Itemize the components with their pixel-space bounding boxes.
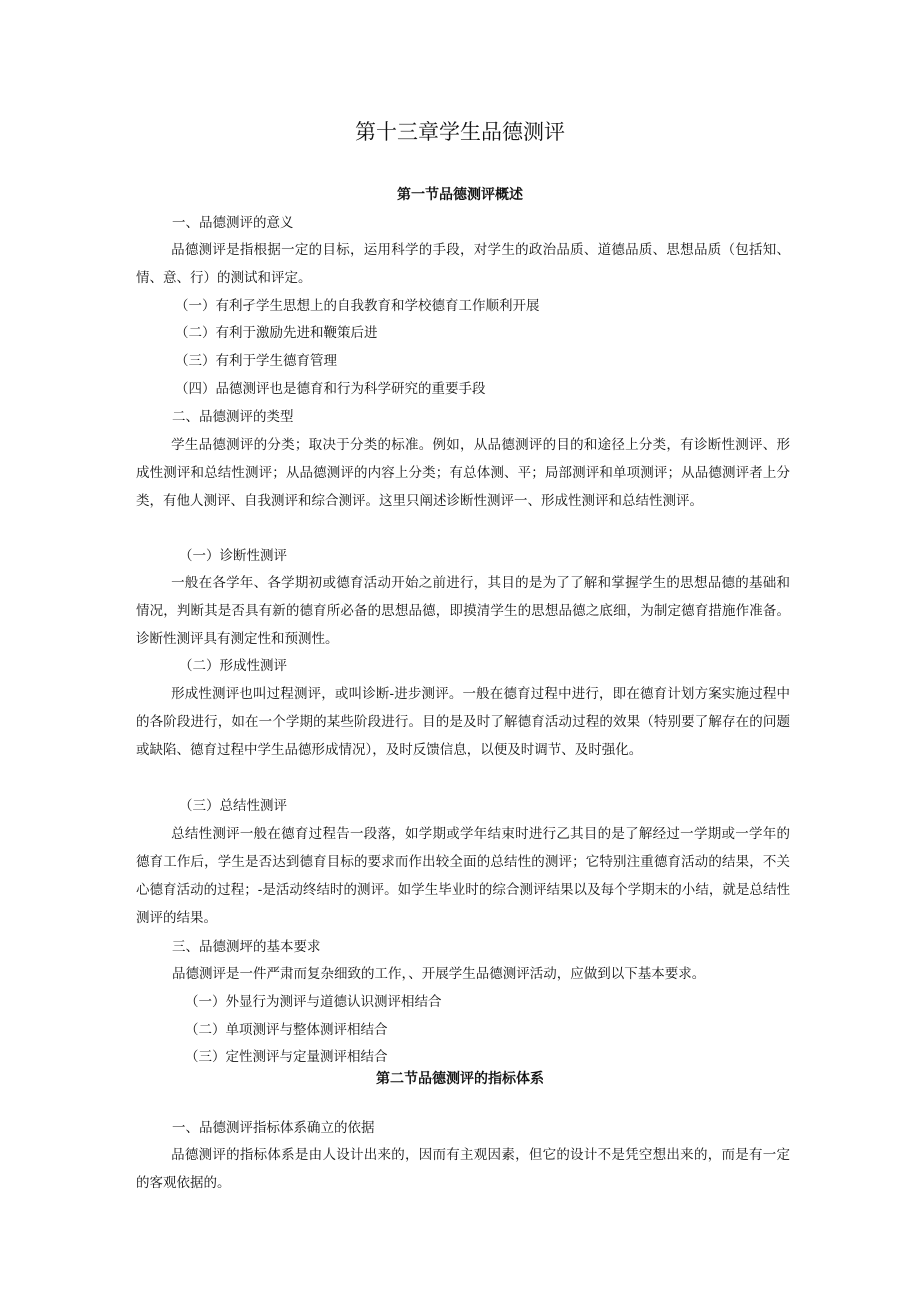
list-item-significance-2: （二）有利于激励先进和鞭策后进	[175, 325, 378, 341]
heading-significance: 一、品德测评的意义	[172, 215, 294, 231]
subheading-formative: （二）形成性测评	[179, 658, 287, 674]
list-item-significance-3: （三）有利于学生德育管理	[175, 353, 337, 369]
section-2-heading: 第二节品德测评的指标体系	[376, 1071, 544, 1087]
paragraph-formative: 形成性测评也叫过程测评，或叫诊断-进步测评。一般在德育过程中进行，即在德育计划方案实施过程中的各阶段进行，如在一个学期的某些阶段进行。目的是及时了解德育活动过程的效果（特别要了解存在的问题或缺陷、德育过程中学生品德形成情况），及时反馈信息，以便及时调节、及时强化。	[136, 686, 790, 758]
heading-index-basis: 一、品德测评指标体系确立的依据	[172, 1120, 375, 1136]
paragraph-diagnostic: 一般在各学年、各学期初或德育活动开始之前进行，其目的是为了了解和掌握学生的思想品德的基础和情况，判断其是否具有新的德育所必备的思想品德，即摸清学生的思想品德之底细，为制定德育措施作准备。诊断性测评具有测定性和预测性。	[136, 575, 790, 647]
paragraph-definition: 品德测评是指根据一定的目标，运用科学的手段，对学生的政治品质、道德品质、思想品质（包括知、情、意、行）的测试和评定。	[136, 242, 790, 286]
list-item-significance-1: （一）有利孑学生思想上的自我教育和学校德育工作顺利开展	[175, 298, 540, 314]
subheading-summative: （三）总结性测评	[179, 798, 287, 814]
paragraph-summative: 总结性测评一般在德育过程告一段落，如学期或学年结束时进行乙其目的是了解经过一学期或一学年的德育工作后，学生是否达到德育目标的要求而作出较全面的总结性的测评；它特别注重德育活动的结果，不关心德育活动的过程；-是活动终结时的测评。如学生毕业时的综合测评结果以及每个学期末的小结，就是总结性测评的结果。	[136, 826, 790, 926]
paragraph-types: 学生品德测评的分类；取决于分类的标准。例如，从品德测评的目的和途径上分类，有诊断性测评、形成性测评和总结性测评；从品德测评的内容上分类；有总体测、平；局部测评和单项测评；从品德测评者上分类，有他人测评、自我测评和综合测评。这里只阐述诊断性测评一、形成性测评和总结性测评。	[136, 437, 790, 509]
list-item-requirement-3: （三）定性测评与定量测评相结合	[185, 1049, 388, 1065]
chapter-title: 第十三章学生品德测评	[355, 120, 565, 144]
subheading-diagnostic: （一）诊断性测评	[179, 548, 287, 564]
list-item-requirement-2: （二）单项测评与整体测评相结合	[185, 1022, 388, 1038]
heading-types: 二、品德测评的类型	[172, 409, 294, 425]
paragraph-index-basis: 品德测评的指标体系是由人设计出来的，因而有主观因素，但它的设计不是凭空想出来的，而是有一定的客观依据的。	[136, 1147, 790, 1191]
section-1-heading: 第一节品德测评概述	[397, 187, 523, 203]
list-item-requirement-1: （一）外显行为测评与道德认识测评相结合	[185, 994, 442, 1010]
heading-requirements: 三、品德测坪的基本要求	[172, 939, 321, 955]
paragraph-requirements: 品德测评是一件严肃而复杂细致的工作，、开展学生品德测评活动，应做到以下基本要求。	[172, 966, 706, 982]
list-item-significance-4: （四）品德测评也是德育和行为科学研究的重要手段	[175, 381, 486, 397]
